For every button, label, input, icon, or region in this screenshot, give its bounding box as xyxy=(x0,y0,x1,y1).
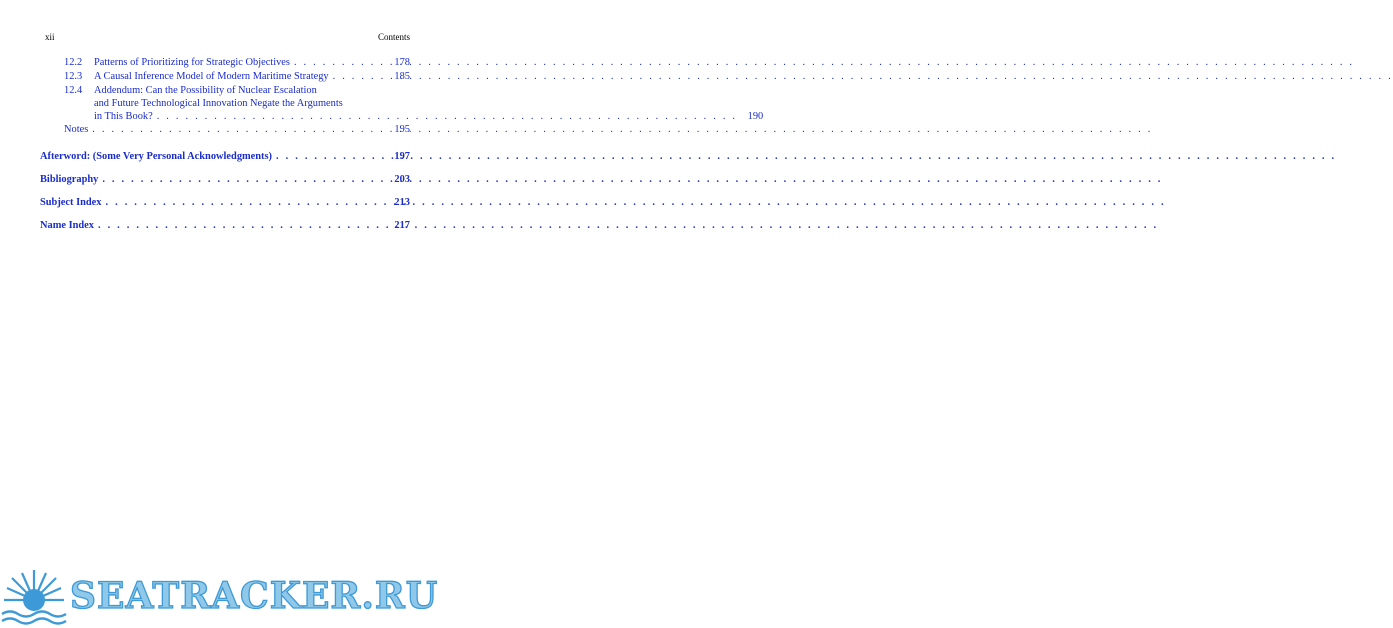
dot-leader xyxy=(294,56,1354,70)
toc-title-line: Addendum: Can the Possibility of Nuclear Escalation xyxy=(94,85,317,96)
page-number: xii xyxy=(45,32,55,42)
toc-entry-12-2[interactable] xyxy=(64,56,410,70)
table-of-contents xyxy=(40,56,764,233)
toc-title-line: in This Book? xyxy=(94,111,153,122)
toc-entry-afterword[interactable] xyxy=(40,150,410,164)
toc-page: 213 xyxy=(394,197,410,208)
watermark xyxy=(0,564,450,628)
toc-number: 12.4 xyxy=(64,85,83,96)
toc-title: A Causal Inference Model of Modern Maritime Strategy xyxy=(94,71,329,82)
toc-title: Afterword: (Some Very Personal Acknowledgments) xyxy=(40,151,273,162)
toc-title: Bibliography xyxy=(40,174,99,185)
toc-page: 178 xyxy=(394,57,410,68)
toc-entry-notes[interactable] xyxy=(64,123,410,137)
toc-title-line: and Future Technological Innovation Negate the Arguments xyxy=(94,98,343,109)
toc-page: 203 xyxy=(394,174,410,185)
toc-entry-12-3[interactable] xyxy=(64,70,410,84)
toc-page: 195 xyxy=(394,124,410,135)
dot-leader xyxy=(276,150,1336,164)
toc-title: Notes xyxy=(64,124,89,135)
dot-leader xyxy=(92,123,1152,137)
toc-page: 185 xyxy=(394,71,410,82)
dot-leader xyxy=(102,173,1162,187)
dot-leader: . . . . . . . . . . . . . . . . . . . . . . . . . . . . . . . . . . . . . . . . . . . . . . . . . . . . . . . . . . . . . xyxy=(156,111,738,122)
toc-title: Name Index xyxy=(40,220,94,231)
dot-leader xyxy=(333,70,1393,84)
running-head xyxy=(45,32,410,42)
dot-leader xyxy=(106,196,1166,210)
sun-icon xyxy=(0,564,70,628)
watermark-text: SEATRACKER.RU xyxy=(70,575,439,617)
toc-page: 217 xyxy=(394,220,410,231)
toc-entry-bibliography[interactable] xyxy=(40,173,410,187)
toc-title: Subject Index xyxy=(40,197,102,208)
toc-entry-12-4[interactable] xyxy=(40,84,764,123)
toc-entry-subject-index[interactable] xyxy=(40,196,410,210)
toc-entry-name-index[interactable] xyxy=(40,219,410,233)
toc-number: 12.2 xyxy=(64,57,83,68)
toc-page: 190 xyxy=(747,111,764,122)
toc-number: 12.3 xyxy=(64,71,83,82)
toc-page: 197 xyxy=(394,151,410,162)
dot-leader xyxy=(98,219,1158,233)
toc-title: Patterns of Prioritizing for Strategic Objectives xyxy=(94,57,290,68)
running-head-title: Contents xyxy=(377,32,410,42)
